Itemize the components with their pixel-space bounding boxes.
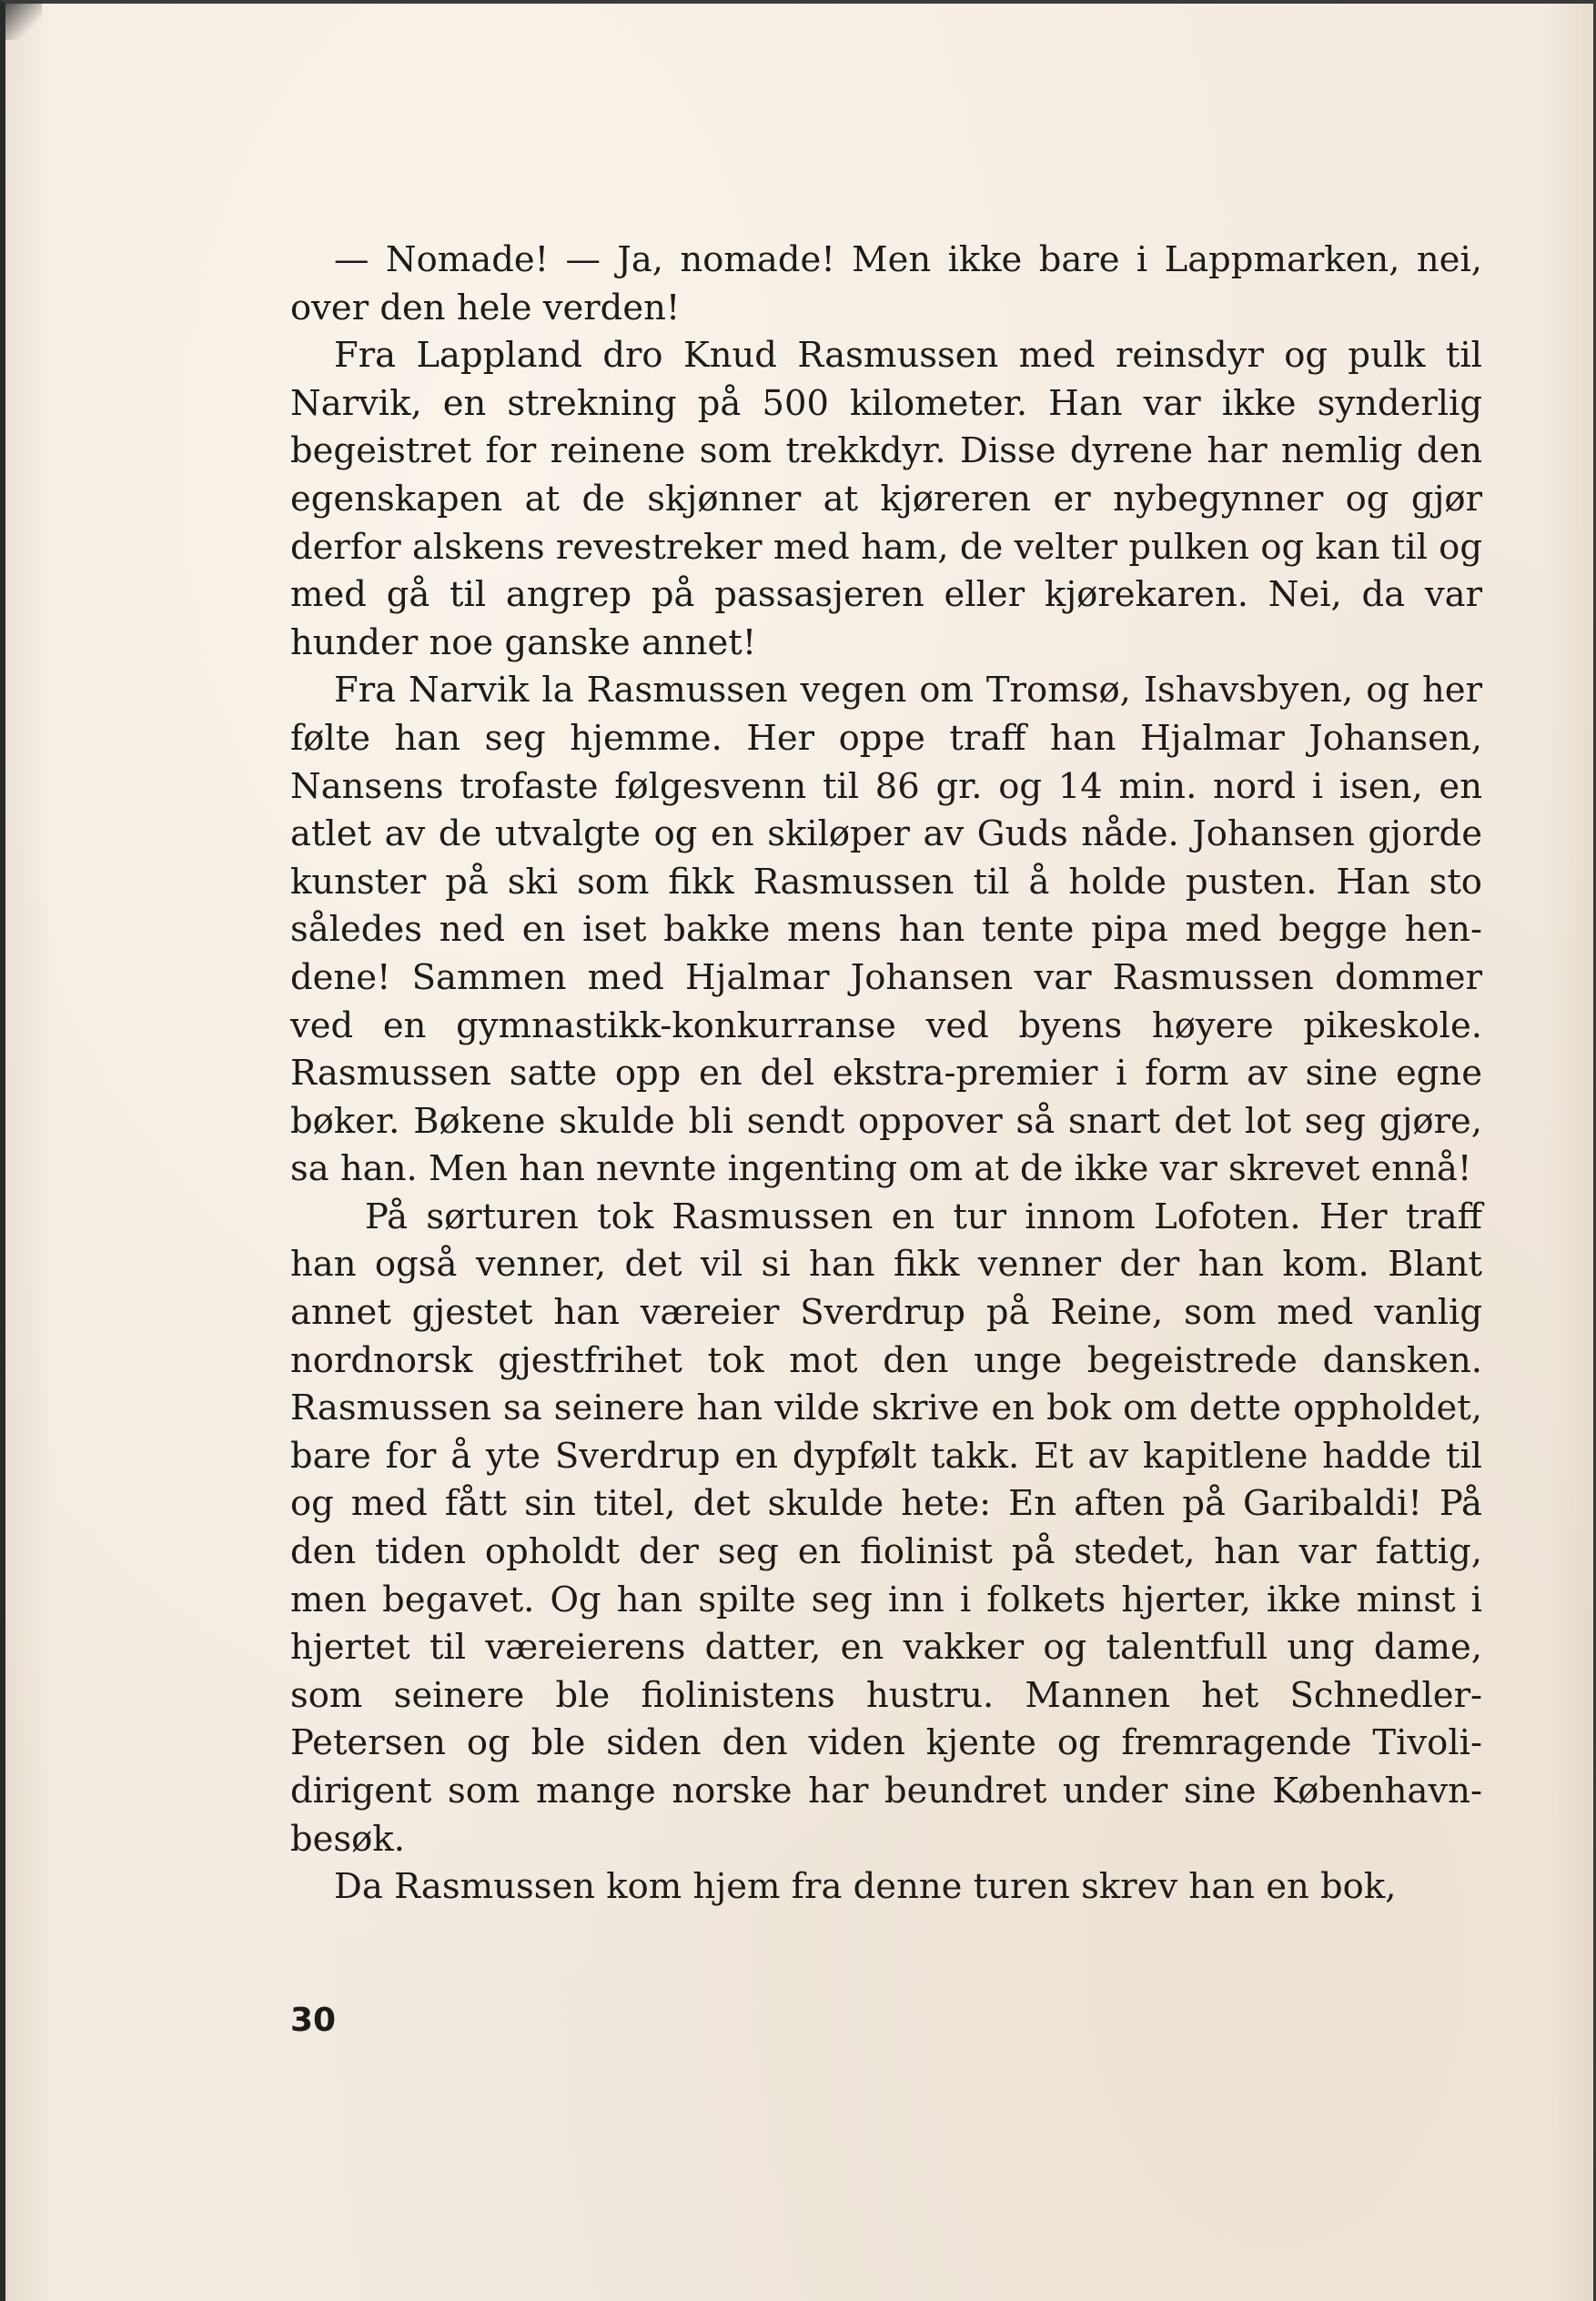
- paragraph-nomade: — Nomade! — Ja, nomade! Men ikke bare i Lappmarken, nei, over den hele verden!: [290, 239, 1482, 328]
- paragraph-lofoten: På sørturen tok Rasmussen en tur innom Lofoten. Her traff han også venner, det vil si han fikk venner der han kom. Blant annet gjestet han væreier Sverdrup på Reine, som med vanlig nordnorsk gjestfrihet tok mot den unge begeistrede dansken. Rasmussen sa seinere han vilde skrive en bok om dette oppholdet, bare for å yte Sverdrup en dypfølt takk. Et av kapitlene hadde til og med fått sin titel, det skulde hete: En aften på Garibaldi! På den tiden opholdt der seg en fiolinist på stedet, han var fattig, men begavet. Og han spilte seg inn i folkets hjerter, ikke minst i hjertet til væreierens datter, en vakker og talentfull ung dame, som seinere ble fiolinistens hustru. Mannen het Schnedler-Petersen og ble siden den viden kjente og fremragende Tivolidirigent som mange norske har beundret under sine Københavnbesøk.: [290, 1196, 1482, 1860]
- page-number: 30: [290, 2002, 337, 2039]
- paragraph-narvik: Fra Narvik la Rasmussen vegen om Tromsø, Ishavsbyen, og her følte han seg hjemme. Her oppe traff han Hjalmar Johansen, Nansens trofaste følgesvenn til 86 gr. og 14 min. nord i isen, en atlet av de utvalgte og en skiløper av Guds nåde. Johansen gjorde kunster på ski som fikk Rasmussen til å holde pusten. Han sto således ned en iset bakke mens han tente pipa med begge hendene! Sammen med Hjalmar Johansen var Rasmussen dommer ved en gymnastikk-konkurranse ved byens høyere pikeskole. Rasmussen satte opp en del ekstra-premier i form av sine egne bøker. Bøkene skulde bli sendt oppover så snart det lot seg gjøre, sa han. Men han nevnte ingenting om at de ikke var skrevet ennå!: [290, 670, 1482, 1190]
- paragraph-lappland: Fra Lappland dro Knud Rasmussen med reinsdyr og pulk til Narvik, en strekning på 500 kilometer. Han var ikke synderlig begeistret for reinene som trekkdyr. Disse dyrene har nemlig den egenskapen at de skjønner at kjøreren er nybegynner og gjør derfor alskens revestreker med ham, de velter pulken og kan til og med gå til angrep på passasjeren eller kjørekaren. Nei, da var hunder noe ganske annet!: [290, 335, 1482, 663]
- body-text: [290, 237, 1482, 1912]
- paragraph-final: Da Rasmussen kom hjem fra denne turen skrev han en bok,: [334, 1866, 1397, 1908]
- scan-corner-shadow: [5, 4, 42, 40]
